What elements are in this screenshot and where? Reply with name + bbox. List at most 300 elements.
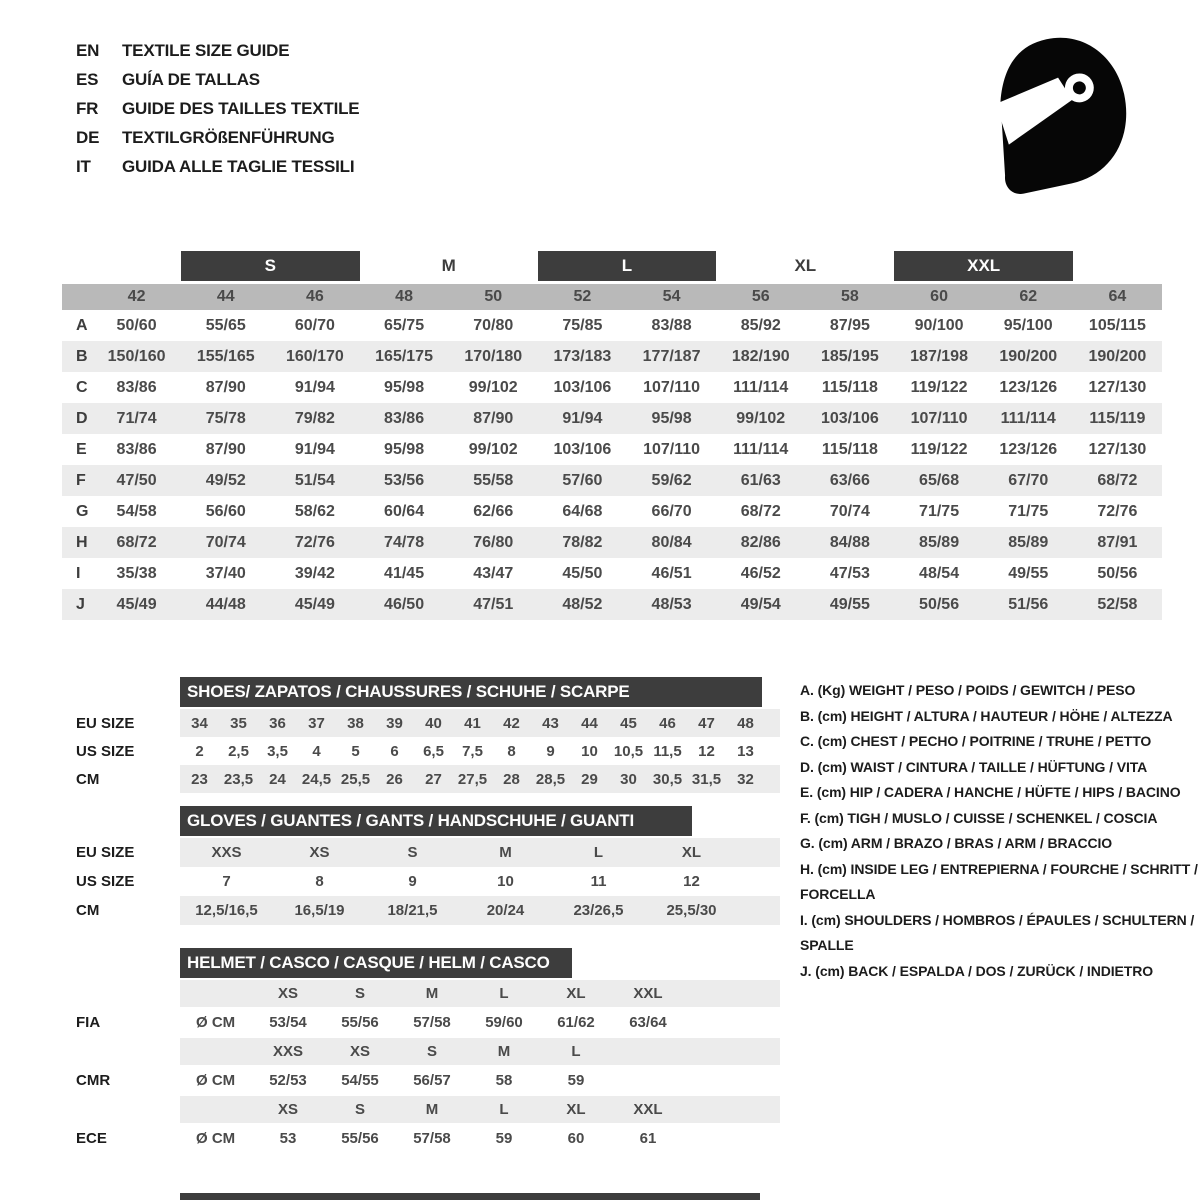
measure-value: 59/62	[651, 471, 692, 489]
measure-value: 53/56	[384, 471, 425, 489]
legend-item: I. (cm) SHOULDERS / HOMBROS / ÉPAULES / SCHULTERN / SPALLE	[800, 911, 1195, 953]
helmet-sizes-strip	[180, 1096, 780, 1123]
helmet-size-label: L	[499, 1101, 509, 1118]
helmet-unit-spacer	[180, 1096, 252, 1123]
gloves-value: 16,5/19	[294, 902, 345, 919]
shoes-value: 32	[737, 770, 754, 788]
shoes-value: 27,5	[457, 770, 488, 788]
measure-value: 103/106	[553, 378, 612, 396]
shoes-value: 48	[737, 714, 754, 732]
language-title: GUIDE DES TAILLES TEXTILE	[122, 98, 360, 118]
shoes-value: 2,5	[228, 742, 249, 760]
gloves-row-label: EU SIZE	[76, 844, 135, 861]
measure-value: 95/98	[384, 378, 425, 396]
language-code: DE	[76, 127, 100, 147]
helmet-value: 57/58	[413, 1130, 451, 1147]
helmet-size-label: S	[354, 1101, 365, 1118]
helmet-size-label: L	[499, 985, 509, 1002]
measure-value: 68/72	[740, 502, 781, 520]
shoes-value: 23	[191, 770, 208, 788]
gloves-value: 10	[497, 873, 514, 890]
shoes-value: 23,5	[223, 770, 254, 788]
measure-value: 83/86	[116, 440, 157, 458]
measure-value: 115/119	[1089, 409, 1146, 427]
shoes-value: 30	[620, 770, 637, 788]
gloves-value: XXS	[211, 844, 242, 861]
group-spacer-right	[1073, 251, 1162, 281]
helmet-unit-label: Ø CM	[196, 1014, 236, 1031]
measure-value: 123/126	[999, 378, 1058, 396]
measure-row-i	[62, 558, 1162, 589]
shoes-value: 38	[347, 714, 364, 732]
shoes-value: 41	[464, 714, 481, 732]
measure-value: 123/126	[999, 440, 1058, 458]
measure-value: 65/75	[384, 316, 425, 334]
measure-value: 150/160	[107, 347, 166, 365]
helmet-size-label	[612, 1038, 684, 1065]
measure-value: 127/130	[1088, 440, 1147, 458]
measure-value: 60/64	[384, 502, 425, 520]
helmet-values-row	[62, 1065, 780, 1096]
gloves-row-strip	[180, 838, 780, 867]
measure-value: 99/102	[468, 378, 518, 396]
measure-row-label: G	[76, 502, 89, 520]
measure-value: 99/102	[468, 440, 518, 458]
numeric-size: 58	[841, 288, 859, 305]
measure-value: 90/100	[914, 316, 964, 334]
measure-value: 50/60	[116, 316, 157, 334]
legend-item: C. (cm) CHEST / PECHO / POITRINE / TRUHE / PETTO	[800, 733, 1152, 749]
size-group-row	[62, 251, 1162, 281]
numeric-size: 48	[395, 288, 413, 305]
helmet-sizes-strip	[180, 980, 780, 1007]
measure-value: 76/80	[473, 533, 514, 551]
helmet-sizes-spacer	[62, 980, 180, 1007]
measure-value: 91/94	[294, 378, 335, 396]
measure-value: 107/110	[643, 378, 701, 396]
measure-value: 85/89	[1008, 533, 1049, 551]
legend-item: J. (cm) BACK / ESPALDA / DOS / ZURÜCK / INDIETRO	[800, 962, 1154, 979]
helmet-value: 55/56	[341, 1130, 379, 1147]
helmet-sizes-spacer	[62, 1038, 180, 1065]
language-code: EN	[76, 40, 100, 60]
shoes-value: 4	[312, 742, 321, 760]
shoes-value: 12	[698, 742, 715, 760]
numeric-size: 62	[1019, 288, 1038, 305]
shoes-row-strip	[180, 737, 780, 765]
language-header	[76, 36, 359, 181]
measure-value: 82/86	[740, 533, 781, 551]
numeric-size: 60	[930, 288, 948, 305]
measure-row-label: A	[76, 316, 88, 334]
measure-value: 87/90	[205, 378, 246, 396]
measure-value: 84/88	[829, 533, 870, 551]
gloves-value: 12,5/16,5	[195, 902, 258, 919]
helmet-standard-label: ECE	[76, 1130, 107, 1147]
shoes-value: 28,5	[535, 770, 566, 788]
shoes-value: 30,5	[652, 770, 683, 788]
measure-value: 160/170	[285, 347, 344, 365]
measure-value: 49/52	[205, 471, 246, 489]
measure-value: 177/187	[642, 347, 701, 365]
measure-value: 47/51	[473, 595, 514, 613]
helmet-size-label: XXL	[633, 985, 663, 1002]
shoes-value: 34	[191, 714, 208, 732]
helmet-size-section	[62, 948, 780, 1154]
measure-value: 62/66	[473, 502, 514, 520]
shoes-value: 45	[620, 714, 637, 732]
language-row	[76, 152, 359, 181]
helmet-values-strip	[180, 1123, 780, 1154]
helmet-unit-spacer	[180, 980, 252, 1007]
measure-value: 68/72	[116, 533, 157, 551]
measure-row-label: H	[76, 533, 88, 551]
measure-value: 91/94	[294, 440, 335, 458]
gloves-value: M	[499, 844, 512, 861]
gloves-row-label: CM	[76, 902, 100, 919]
helmet-size-label: L	[571, 1043, 581, 1060]
group-corner-spacer	[62, 251, 92, 281]
numeric-row-spacer	[62, 284, 92, 310]
language-title: TEXTILGRÖßENFÜHRUNG	[122, 127, 335, 147]
measure-value: 45/50	[562, 564, 603, 582]
gloves-value: XS	[309, 844, 330, 861]
shoes-row	[62, 765, 780, 793]
numeric-size: 44	[216, 288, 235, 305]
helmet-value: 53	[279, 1130, 297, 1147]
size-group-xxl: XXL	[894, 251, 1072, 281]
size-group-m: M	[441, 256, 456, 275]
measure-row-g	[62, 496, 1162, 527]
measure-value: 185/195	[820, 347, 879, 365]
measure-value: 50/56	[1097, 564, 1138, 582]
helmet-sizes-row	[62, 980, 780, 1007]
measure-value: 51/56	[1008, 595, 1049, 613]
measure-value: 46/51	[651, 564, 692, 582]
gloves-value: 11	[590, 873, 607, 890]
measurement-legend	[800, 678, 1198, 984]
measure-row-label: E	[76, 440, 87, 458]
helmet-size-label: XXS	[272, 1043, 303, 1060]
measure-row-label: I	[76, 564, 81, 582]
measure-value: 55/65	[205, 316, 246, 334]
measure-value: 99/102	[736, 409, 786, 427]
measure-value: 75/85	[562, 316, 603, 334]
measure-value: 87/90	[473, 409, 514, 427]
gloves-value: 7	[222, 873, 231, 890]
shoes-size-section	[62, 677, 780, 793]
gloves-row-strip	[180, 896, 780, 925]
gloves-value: 20/24	[486, 902, 525, 919]
helmet-values-row	[62, 1007, 780, 1038]
measure-value: 60/70	[294, 316, 335, 334]
measure-value: 87/90	[205, 440, 246, 458]
legend-item: E. (cm) HIP / CADERA / HANCHE / HÜFTE / HIPS / BACINO	[800, 784, 1181, 800]
shoes-row-strip	[180, 709, 780, 737]
measure-value: 119/122	[910, 440, 968, 458]
helmet-values-strip	[180, 1007, 780, 1038]
shoes-value: 40	[425, 714, 442, 732]
measure-value: 45/49	[294, 595, 335, 613]
shoes-value: 10,5	[613, 742, 644, 760]
shoes-value: 6	[390, 742, 399, 760]
legend-item: D. (cm) WAIST / CINTURA / TAILLE / HÜFTUNG / VITA	[800, 758, 1148, 775]
shoes-value: 35	[230, 714, 247, 732]
helmet-values-row	[62, 1123, 780, 1154]
shoes-value: 39	[386, 714, 403, 732]
numeric-size: 64	[1108, 288, 1127, 305]
gloves-value: XL	[681, 844, 702, 861]
helmet-size-label: XL	[566, 985, 586, 1002]
gloves-value: 9	[408, 873, 417, 890]
measure-row-j	[62, 589, 1162, 620]
measure-value: 119/122	[910, 378, 968, 396]
measure-value: 95/98	[651, 409, 692, 427]
measure-value: 70/74	[829, 502, 870, 520]
measure-value: 63/66	[829, 471, 870, 489]
measure-value: 70/80	[473, 316, 514, 334]
measure-value: 65/68	[919, 471, 960, 489]
helmet-value	[612, 1065, 684, 1096]
shoes-row-label: EU SIZE	[76, 714, 135, 732]
measure-value: 48/52	[562, 595, 603, 613]
gloves-row	[62, 896, 780, 925]
helmet-sizes-strip	[180, 1038, 780, 1065]
helmet-unit-label: Ø CM	[196, 1072, 236, 1089]
measure-value: 103/106	[553, 440, 612, 458]
measure-row-label: D	[76, 409, 88, 427]
measure-value: 111/114	[733, 440, 789, 458]
measure-value: 64/68	[562, 502, 603, 520]
language-row	[76, 123, 359, 152]
language-code: ES	[76, 69, 99, 89]
measure-value: 170/180	[464, 347, 523, 365]
shoes-value: 31,5	[691, 770, 722, 788]
measure-row-f	[62, 465, 1162, 496]
measure-value: 173/183	[553, 347, 612, 365]
measure-value: 103/106	[820, 409, 879, 427]
measure-value: 87/95	[829, 316, 870, 334]
helmet-size-label: XS	[277, 985, 298, 1002]
gloves-row	[62, 867, 780, 896]
measure-value: 44/48	[205, 595, 246, 613]
shoes-row-label: CM	[76, 770, 100, 788]
measure-value: 80/84	[651, 533, 692, 551]
language-row	[76, 65, 359, 94]
shoes-value: 3,5	[267, 742, 288, 760]
helmet-value: 59	[495, 1130, 513, 1147]
shoes-value: 26	[386, 770, 403, 788]
measure-value: 95/98	[384, 440, 425, 458]
gloves-section-title: GLOVES / GUANTES / GANTS / HANDSCHUHE / GUANTI	[180, 806, 692, 836]
measure-row-c	[62, 372, 1162, 403]
measure-row-h	[62, 527, 1162, 558]
measure-value: 45/49	[116, 595, 157, 613]
shoes-value: 24,5	[301, 770, 332, 788]
gloves-value: 23/26,5	[573, 902, 624, 919]
measure-value: 56/60	[205, 502, 246, 520]
shoes-value: 37	[308, 714, 325, 732]
measure-row-d	[62, 403, 1162, 434]
measure-value: 190/200	[999, 347, 1058, 365]
measure-value: 72/76	[294, 533, 335, 551]
shoes-value: 43	[542, 714, 559, 732]
measure-value: 190/200	[1088, 347, 1147, 365]
helmet-sizes-row	[62, 1038, 780, 1065]
measure-value: 46/52	[740, 564, 781, 582]
measure-value: 85/89	[919, 533, 960, 551]
measure-value: 107/110	[910, 409, 968, 427]
textile-size-table	[62, 251, 1162, 620]
legend-item: F. (cm) TIGH / MUSLO / CUISSE / SCHENKEL / COSCIA	[800, 809, 1158, 826]
measure-value: 111/114	[1000, 409, 1056, 427]
gloves-row	[62, 838, 780, 867]
shoes-value: 13	[737, 742, 754, 760]
measure-value: 57/60	[562, 471, 603, 489]
helmet-value: 55/56	[341, 1014, 379, 1031]
shoes-table	[62, 709, 780, 793]
legend-item: H. (cm) INSIDE LEG / ENTREPIERNA / FOURCHE / SCHRITT / FORCELLA	[800, 860, 1198, 902]
shoes-value: 6,5	[423, 742, 444, 760]
shoes-value: 46	[659, 714, 676, 732]
measure-value: 115/118	[821, 378, 878, 396]
measure-value: 187/198	[910, 347, 968, 365]
helmet-size-label: M	[425, 985, 439, 1002]
measure-value: 107/110	[643, 440, 701, 458]
gloves-value: 8	[315, 873, 324, 890]
helmet-table	[62, 980, 780, 1154]
helmet-size-label: XS	[349, 1043, 370, 1060]
numeric-size: 42	[127, 288, 146, 305]
measure-value: 95/100	[1003, 316, 1053, 334]
measure-value: 79/82	[294, 409, 335, 427]
shoes-row-label: US SIZE	[76, 742, 135, 760]
measure-value: 182/190	[731, 347, 790, 365]
measure-value: 74/78	[384, 533, 425, 551]
measure-row-label: B	[76, 347, 88, 365]
measure-value: 49/55	[1008, 564, 1049, 582]
helmet-unit-label: Ø CM	[196, 1130, 236, 1147]
gloves-value: 12	[683, 873, 700, 890]
measure-value: 105/115	[1088, 316, 1146, 334]
helmet-size-label: M	[497, 1043, 511, 1060]
helmet-value: 59/60	[485, 1014, 523, 1031]
measure-value: 66/70	[651, 502, 692, 520]
measure-value: 71/74	[116, 409, 157, 427]
helmet-value: 52/53	[269, 1072, 307, 1089]
shoes-value: 42	[503, 714, 520, 732]
shoes-value: 25,5	[340, 770, 371, 788]
legend-item: A. (Kg) WEIGHT / PESO / POIDS / GEWITCH / PESO	[800, 682, 1136, 698]
shoes-value: 9	[546, 742, 555, 760]
helmet-value: 60	[567, 1130, 585, 1147]
helmet-unit-spacer	[180, 1038, 252, 1065]
measure-value: 67/70	[1008, 471, 1049, 489]
measure-value: 47/50	[116, 471, 157, 489]
measure-value: 68/72	[1097, 471, 1138, 489]
measure-value: 51/54	[294, 471, 335, 489]
shoes-value: 10	[581, 742, 598, 760]
shoes-row	[62, 709, 780, 737]
shoes-value: 11,5	[653, 742, 682, 760]
group-spacer-left	[92, 251, 181, 281]
helmet-value: 63/64	[629, 1014, 667, 1031]
helmet-value: 58	[495, 1072, 513, 1089]
measure-value: 71/75	[1008, 502, 1049, 520]
gloves-value: S	[407, 844, 418, 861]
measure-value: 43/47	[473, 564, 514, 582]
shoes-value: 5	[351, 742, 360, 760]
measure-value: 83/88	[651, 316, 692, 334]
gloves-value: 18/21,5	[387, 902, 438, 919]
shoes-value: 28	[503, 770, 520, 788]
shoes-value: 24	[269, 770, 286, 788]
helmet-standard-label: FIA	[76, 1014, 101, 1031]
measure-value: 49/54	[740, 595, 781, 613]
measure-value: 115/118	[821, 440, 878, 458]
shoes-value: 44	[581, 714, 598, 732]
measure-value: 83/86	[384, 409, 425, 427]
cutoff-section-bar	[180, 1193, 760, 1200]
helmet-size-label: XS	[277, 1101, 298, 1118]
language-code: IT	[76, 156, 91, 176]
helmet-value: 56/57	[413, 1072, 451, 1089]
measure-value: 85/92	[740, 316, 781, 334]
gloves-row-label: US SIZE	[76, 873, 135, 890]
measure-value: 71/75	[919, 502, 960, 520]
helmet-sizes-row	[62, 1096, 780, 1123]
gloves-value: 25,5/30	[666, 902, 717, 919]
measure-value: 41/45	[384, 564, 425, 582]
gloves-row-strip	[180, 867, 780, 896]
helmet-section-title: HELMET / CASCO / CASQUE / HELM / CASCO	[180, 948, 572, 978]
racing-helmet-icon	[972, 26, 1142, 201]
language-title: TEXTILE SIZE GUIDE	[122, 40, 290, 60]
helmet-size-label: XXL	[633, 1101, 663, 1118]
language-title: GUÍA DE TALLAS	[122, 69, 260, 89]
measure-value: 91/94	[562, 409, 603, 427]
shoes-row	[62, 737, 780, 765]
numeric-size: 46	[306, 288, 324, 305]
numeric-size: 52	[573, 288, 592, 305]
legend-item: B. (cm) HEIGHT / ALTURA / HAUTEUR / HÖHE / ALTEZZA	[800, 707, 1173, 724]
measure-value: 127/130	[1088, 378, 1147, 396]
helmet-size-label: XL	[566, 1101, 586, 1118]
shoes-value: 27	[425, 770, 442, 788]
shoes-value: 2	[195, 742, 204, 760]
helmet-value: 53/54	[269, 1014, 307, 1031]
measure-value: 39/42	[294, 564, 335, 582]
helmet-standard-label: CMR	[76, 1072, 111, 1089]
measure-value: 111/114	[733, 378, 789, 396]
measure-value: 54/58	[116, 502, 157, 520]
measure-row-a	[62, 310, 1162, 341]
measure-row-b	[62, 341, 1162, 372]
measure-value: 61/63	[740, 471, 781, 489]
measure-row-label: C	[76, 378, 88, 396]
measure-value: 46/50	[384, 595, 425, 613]
measure-value: 75/78	[205, 409, 246, 427]
size-group-xl: XL	[794, 256, 817, 275]
helmet-value: 59	[567, 1072, 585, 1089]
helmet-size-label: S	[426, 1043, 437, 1060]
measure-value: 165/175	[375, 347, 433, 365]
language-row	[76, 36, 359, 65]
numeric-size: 50	[484, 288, 503, 305]
measure-value: 49/55	[829, 595, 870, 613]
gloves-value: L	[593, 844, 604, 861]
measure-value: 58/62	[294, 502, 335, 520]
